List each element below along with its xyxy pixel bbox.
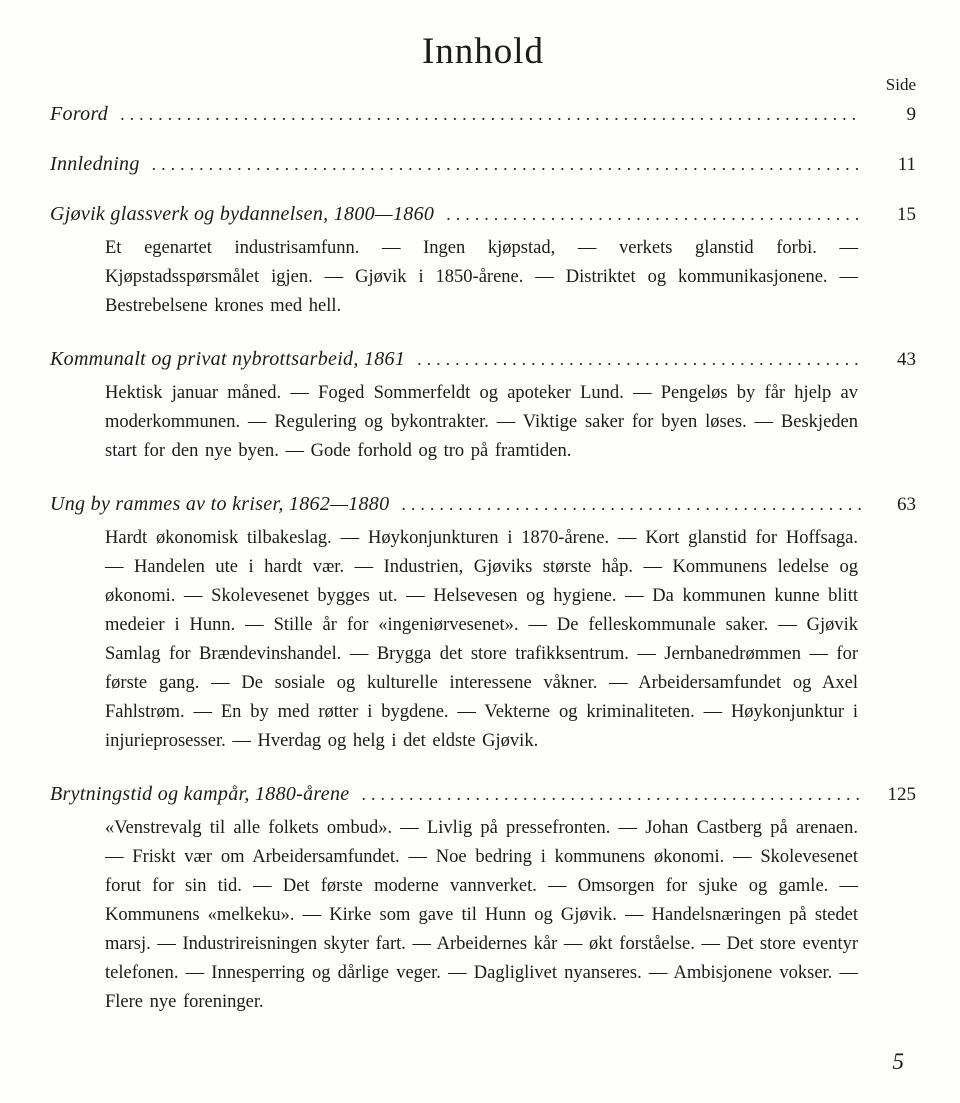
toc-entry: [50, 103, 916, 126]
dot-leader: [446, 204, 862, 225]
toc-entry: [50, 493, 916, 756]
toc-entry-line: [50, 348, 916, 371]
toc-entry-page-number: 63: [897, 494, 916, 515]
toc-entry-description: «Venstrevalg til alle folkets ombud». — Livlig på pressefronten. — Johan Castberg på arenaen. — Friskt vær om Arbeidersamfundet. — Noe bedring i kommunens økonomi. — Skolevesenet forut for sin tid. — Det første moderne vannverket. — Omsorgen for sjuke og gamle. — Kommunens «melkeku». — Kirke som gave til Hunn og Gjøvik. — Handelsnæringen på stedet marsj. — Industrireisningen skyter fart. — Arbeidernes kår — økt forståelse. — Det store eventyr telefonen. — Innesperring og dårlige veger. — Dagliglivet nyanseres. — Ambisjonene vokser. — Flere nye foreninger.: [105, 818, 858, 1012]
toc-entry: [50, 203, 916, 321]
page-title: Innhold: [421, 31, 545, 72]
toc-entry-title: Kommunalt og privat nybrottsarbeid, 1861: [50, 348, 406, 370]
toc-entry-page-number: 11: [897, 154, 916, 175]
toc-entry-line: [50, 153, 916, 176]
dot-leader: [417, 349, 862, 370]
toc-entry-title: Ung by rammes av to kriser, 1862—1880: [50, 493, 390, 515]
toc-entry-description: Hektisk januar måned. — Foged Sommerfeldt og apoteker Lund. — Pengeløs by får hjelp av moderkommunen. — Regulering og bykontrakter. — Viktige saker for byen løses. — Beskjeden start for den nye byen. — Gode forhold og tro på framtiden.: [105, 383, 858, 461]
toc-entry-title: Gjøvik glassverk og bydannelsen, 1800—1860: [50, 203, 435, 225]
side-column-label: Side: [885, 75, 916, 94]
footer-page-number: 5: [892, 1049, 904, 1074]
dot-leader: [152, 154, 862, 175]
toc-entry-description: Et egenartet industrisamfunn. — Ingen kjøpstad, — verkets glanstid forbi. — Kjøpstadsspørsmålet igjen. — Gjøvik i 1850-årene. — Distriktet og kommunikasjonene. — Bestrebelsene krones med hell.: [105, 238, 858, 316]
toc-entry-page-number: 125: [887, 784, 916, 805]
toc-entry-line: [50, 493, 916, 516]
toc-entry-line: [50, 103, 916, 126]
dot-leader: [120, 104, 862, 125]
dot-leader: [361, 784, 862, 805]
toc-entry-page-number: 15: [897, 204, 916, 225]
toc-entry: [50, 153, 916, 176]
toc-entry-title: Forord: [50, 103, 109, 125]
dot-leader: [401, 494, 862, 515]
toc-entry-title: Innledning: [50, 153, 140, 175]
toc-entry: [50, 783, 916, 1017]
toc-entry-title: Brytningstid og kampår, 1880-årene: [50, 783, 350, 805]
toc-entry-line: [50, 203, 916, 226]
toc-entry: [50, 348, 916, 466]
toc-entry-page-number: 43: [897, 349, 916, 370]
toc-entry-page-number: 9: [906, 104, 916, 125]
toc-entry-description: Hardt økonomisk tilbakeslag. — Høykonjunkturen i 1870-årene. — Kort glanstid for Hoffsaga. — Handelen ute i hardt vær. — Industrien, Gjøviks største håp. — Kommunens ledelse og økonomi. — Skolevesenet bygges ut. — Helsevesen og hygiene. — Da kommunen kunne blitt medeier i Hunn. — Stille år for «ingeniørvesenet». — De felleskommunale saker. — Gjøvik Samlag for Brændevinshandel. — Brygga det store trafikksentrum. — Jernbanedrømmen — for første gang. — De sosiale og kulturelle interessene våkner. — Arbeidersamfundet og Axel Fahlstrøm. — En by med røtter i bygdene. — Vekterne og kriminaliteten. — Høykonjunktur i injurieprosesser. — Hverdag og helg i det eldste Gjøvik.: [105, 528, 858, 751]
toc-entry-line: [50, 783, 916, 806]
